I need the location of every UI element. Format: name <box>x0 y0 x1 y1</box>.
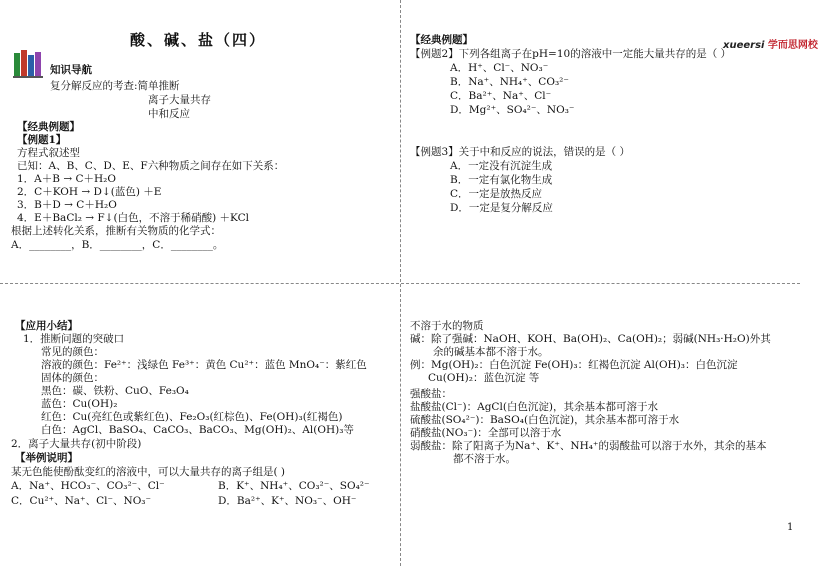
question-text: 根据上述转化关系，推断有关物质的化学式： <box>11 225 221 237</box>
insoluble-heading: 不溶于水的物质 <box>410 320 484 332</box>
answer-line: A．________，B．________，C．________。 <box>11 239 224 251</box>
option-d: D．Ba²⁺、K⁺、NO₃⁻、OH⁻ <box>218 495 357 507</box>
slide-title: 酸、碱、盐（四） <box>130 31 267 49</box>
section-heading: 【经典例题】 <box>410 34 473 46</box>
brand-logo: xueersi 学而思网校 <box>723 40 818 51</box>
solution-colors: 溶液的颜色：Fe²⁺：浅绿色 Fe³⁺：黄色 Cu²⁺：蓝色 MnO₄⁻：紫红色 <box>41 359 367 371</box>
red-solids: 红色：Cu(亮红色或紫红色)、Fe₂O₃(红棕色)、Fe(OH)₃(红褐色) <box>41 411 343 423</box>
equation-4: 4．E＋BaCl₂ → F↓(白色，不溶于稀硝酸) ＋KCl <box>17 212 249 224</box>
nav-line-2: 离子大量共存 <box>148 94 211 106</box>
question-2: 【例题2】下列各组离子在pH=10的溶液中一定能大量共存的是（ ） <box>410 48 732 60</box>
given-text: 已知：A、B、C、D、E、F六种物质之间存在如下关系： <box>17 160 285 172</box>
chloride-salts: 盐酸盐(Cl⁻)：AgCl(白色沉淀)，其余基本都可溶于水 <box>410 401 659 413</box>
nav-line-3: 中和反应 <box>148 108 190 120</box>
books-icon <box>13 49 47 79</box>
solid-colors: 固体的颜色： <box>41 372 104 384</box>
option-b: B．K⁺、NH₄⁺、CO₃²⁻、SO₄²⁻ <box>218 480 370 492</box>
horizontal-divider <box>0 283 800 284</box>
q2-option-d: D．Mg²⁺、SO₄²⁻、NO₃⁻ <box>450 104 575 116</box>
q2-option-c: C．Ba²⁺、Na⁺、Cl⁻ <box>450 90 552 102</box>
weak-acid-salts-line-1: 弱酸盐：除了阳离子为Na⁺、K⁺、NH₄⁺的弱酸盐可以溶于水外，其余的基本 <box>410 440 767 452</box>
section-heading: 【应用小结】 <box>15 320 78 332</box>
option-c: C．Cu²⁺、Na⁺、Cl⁻、NO₃⁻ <box>11 495 152 507</box>
item-1: 1．推断问题的突破口 <box>23 333 125 345</box>
weak-acid-salts-line-2: 都不溶于水。 <box>453 453 516 465</box>
item-2: 2．离子大量共存(初中阶段) <box>11 438 142 450</box>
example-label: 【举例说明】 <box>15 452 78 464</box>
nitrate-salts: 硝酸盐(NO₃⁻)：全部可以溶于水 <box>410 427 562 439</box>
strong-acid-salts: 强酸盐： <box>410 388 452 400</box>
example-question: 某无色能使酚酞变红的溶液中，可以大量共存的离子组是( ) <box>11 466 286 478</box>
question-3: 【例题3】关于中和反应的说法，错误的是（ ） <box>410 146 631 158</box>
slide-4 <box>405 288 795 566</box>
slide-3 <box>5 288 395 566</box>
base-line-1: 碱：除了强碱：NaOH、KOH、Ba(OH)₂、Ca(OH)₂；弱碱(NH₃·H₂O)外其 <box>410 333 771 345</box>
base-line-2: 余的碱基本都不溶于水。 <box>433 346 549 358</box>
example-line-1: 例：Mg(OH)₂：白色沉淀 Fe(OH)₃：红褐色沉淀 Al(OH)₃：白色沉淀 <box>410 359 738 371</box>
section-heading: 【经典例题】 <box>17 121 80 133</box>
nav-line-1: 复分解反应的考查:简单推断 <box>50 80 180 92</box>
blue-solids: 蓝色：Cu(OH)₂ <box>41 398 118 410</box>
slide-2 <box>405 2 818 280</box>
q3-option-c: C．一定是放热反应 <box>450 188 543 200</box>
nav-label: 知识导航 <box>50 64 92 76</box>
example-line-2: Cu(OH)₂：蓝色沉淀 等 <box>428 372 540 384</box>
equation-3: 3．B＋D → C＋H₂O <box>17 199 117 211</box>
page-number: 1 <box>787 522 794 533</box>
equation-1: 1．A＋B → C＋H₂O <box>17 173 116 185</box>
q2-option-b: B．Na⁺、NH₄⁺、CO₃²⁻ <box>450 76 569 88</box>
q3-option-d: D．一定是复分解反应 <box>450 202 553 214</box>
white-solids: 白色：AgCl、BaSO₄、CaCO₃、BaCO₃、Mg(OH)₂、Al(OH)₃等 <box>41 424 354 436</box>
slide-1 <box>5 2 395 280</box>
q3-option-a: A．一定没有沉淀生成 <box>450 160 553 172</box>
equation-2: 2．C＋KOH → D↓(蓝色) ＋E <box>17 186 162 198</box>
q3-option-b: B．一定有氯化物生成 <box>450 174 553 186</box>
common-colors: 常见的颜色： <box>41 346 104 358</box>
black-solids: 黑色：碳、铁粉、CuO、Fe₃O₄ <box>41 385 189 397</box>
type-label: 方程式叙述型 <box>17 147 80 159</box>
example-1-label: 【例题1】 <box>17 134 67 146</box>
option-a: A．Na⁺、HCO₃⁻、CO₃²⁻、Cl⁻ <box>11 480 165 492</box>
sulfate-salts: 硫酸盐(SO₄²⁻)：BaSO₄(白色沉淀)，其余基本都可溶于水 <box>410 414 680 426</box>
q2-option-a: A．H⁺、Cl⁻、NO₃⁻ <box>450 62 549 74</box>
